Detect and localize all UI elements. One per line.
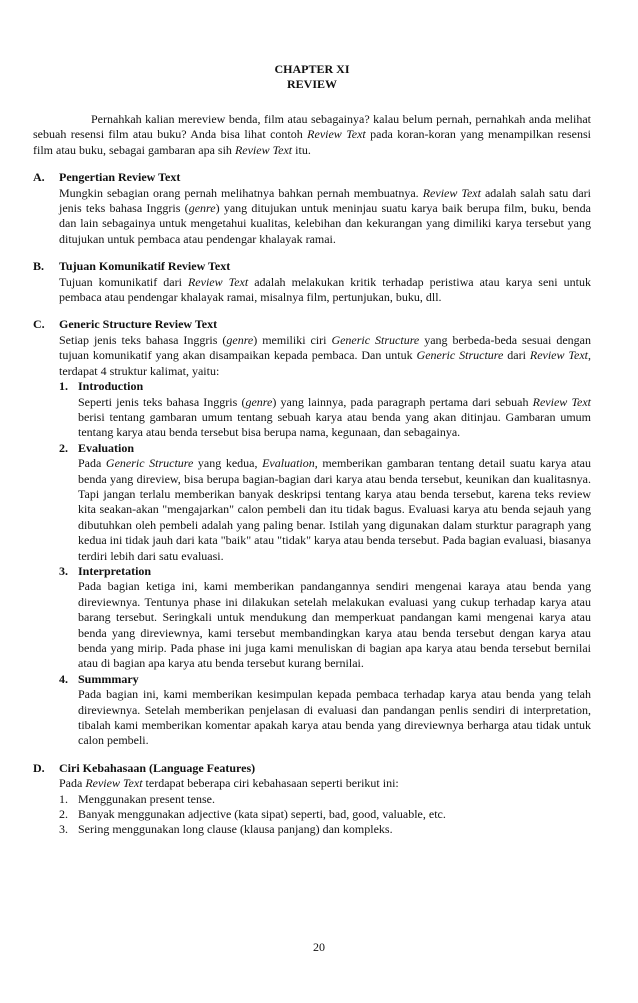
section-d-heading: D. Ciri Kebahasaan (Language Features)	[33, 760, 256, 775]
section-c	[33, 317, 591, 748]
section-c-heading: C. Generic Structure Review Text	[33, 317, 218, 332]
section-d	[33, 761, 591, 838]
list-item: 1. Menggunakan present tense.	[59, 791, 215, 806]
structure-item-title: Introduction	[78, 379, 144, 394]
page-number: 20	[313, 940, 325, 954]
structure-item-text: Pada Generic Structure yang kedua, Evaluation, memberikan gambaran tentang detail suatu karya atau benda yang direview, bisa berupa bagian-bagian dari karya atau benda tersebut, keunikan dan kualitasnya. Tapi jangan terlalu memberikan banyak deskripsi tentang karya atau benda tersebut, karena teks review kita seakan-akan "mengajarkan" calon pembeli dan itu tidak bagus. Evaluasi karya atu benda sejauh yang dibutuhkan oleh pembeli adalah yang paling benar. Istilah yang digunakan dalam sturktur paragraph yang kedua ini tidak jauh dari kata "baik" atau "tidak" karya atau benda tersebut. Pada bagian evaluasi, biasanya terdiri lebih dari satu evaluasi.	[78, 456, 592, 563]
section-b-heading: B. Tujuan Komunikatif Review Text	[33, 259, 231, 274]
structure-item-text: Pada bagian ketiga ini, kami memberikan pandangannya sendiri mengenai karaya atau benda yang direviewnya. Tentunya phase ini dilakukan setelah melakukan evaluasi yang cukup terhadap karya atau barang tersebut. Seringkali untuk mendukung dan memperkuat pandangan kami mengenai karya atau benda yang direviewnya, kami tersebut membandingkan karya atau benda tersebut dengan karya atau benda yang mirip. Pada phase ini juga kami menuliskan di bagian apa karya atau benda tersebut bernilai atau di bagian apa karya atu benda tersebut kurang bernilai.	[78, 579, 591, 671]
chapter-title: REVIEW	[286, 77, 337, 91]
structure-item-title: Interpretation	[78, 563, 152, 578]
section-b-paragraph: Tujuan komunikatif dari Review Text adalah melakukan kritik terhadap peristiwa atau karya seni untuk pembaca atau pendengar khalayak ramai, misalnya film, pertunjukan, buku, dll.	[59, 274, 591, 305]
list-item: 3. Sering menggunakan long clause (klausa panjang) dan kompleks.	[59, 822, 393, 837]
section-d-paragraph: Pada Review Text terdapat beberapa ciri kebahasaan seperti berikut ini:	[59, 776, 399, 791]
section-c-paragraph: Setiap jenis teks bahasa Inggris (genre) memiliki ciri Generic Structure yang berbeda-beda sesuai dengan tujuan komunikatif yang akan disampaikan kepada pembaca. Dan untuk Generic Structure dari Review Text, terdapat 4 struktur kalimat, yaitu:	[59, 332, 591, 378]
structure-item-summary: 4. Summmary Pada bagian ini, kami memberikan kesimpulan kepada pembaca terhadap karya atau benda yang telah direviewnya. Setelah memberikan penjelasan di evaluasi dan pandangan penlis sendiri di interpretation, tibalah kami memberikan komentar apakah karya atau benda yang direviewnya berharga atau tidak untuk calon pembeli.	[59, 671, 591, 748]
structure-item-title: Evaluation	[78, 440, 135, 455]
structure-item-title: Summmary	[78, 671, 139, 686]
section-a-heading: A. Pengertian Review Text	[33, 170, 181, 185]
structure-item-text: Pada bagian ini, kami memberikan kesimpulan kepada pembaca terhadap karya atau benda yang telah direviewnya. Setelah memberikan penjelasan di evaluasi dan pandangan penlis sendiri di interpretation, tibalah kami memberikan komentar apakah karya atau benda yang direviewnya berharga atau tidak untuk calon pembeli.	[78, 687, 591, 748]
list-item: 2. Banyak menggunakan adjective (kata sipat) seperti, bad, good, valuable, etc.	[59, 807, 446, 822]
structure-item-interpretation: 3. Interpretation Pada bagian ketiga ini, kami memberikan pandangannya sendiri mengenai karaya atau benda yang direviewnya. Tentunya phase ini dilakukan setelah melakukan evaluasi yang cukup terhadap karya atau barang tersebut. Seringkali untuk mendukung dan memperkuat pandangan kami mengenai karya atau benda yang direviewnya, kami tersebut membandingkan karya atau benda tersebut dengan karya atau benda yang mirip. Pada phase ini juga kami menuliskan di bagian apa karya atau benda tersebut bernilai atau di bagian apa karya atu benda tersebut kurang bernilai.	[59, 563, 591, 671]
structure-item-introduction: 1. Introduction Seperti jenis teks bahasa Inggris (genre) yang lainnya, pada paragraph pertama dari sebuah Review Text berisi tentang gambaran umum tentang sebuah karya atau benda yang akan ditinjau. Gambaran umum tentang karya atau benda tersebut bisa berupa nama, kegunaan, dan sebagainya.	[59, 379, 591, 440]
structure-item-text: Seperti jenis teks bahasa Inggris (genre) yang lainnya, pada paragraph pertama dari sebuah Review Text berisi tentang gambaran umum tentang sebuah karya atau benda yang akan ditinjau. Gambaran umum tentang karya atau benda tersebut bisa berupa nama, kegunaan, dan sebagainya.	[78, 394, 591, 440]
intro-paragraph: Pernahkah kalian mereview benda, film atau sebagainya? kalau belum pernah, pernahkah anda melihat sebuah resensi film atau buku? Anda bisa lihat contoh Review Text pada koran-koran yang menampilkan resensi film atau buku, sebagai gambaran apa sih Review Text itu.	[33, 112, 591, 157]
structure-item-evaluation: 2. Evaluation Pada Generic Structure yang kedua, Evaluation, memberikan gambaran tentang detail suatu karya atau benda yang direview, bisa berupa bagian-bagian dari karya atau benda tersebut, keunikan dan kualitasnya. Tapi jangan terlalu memberikan banyak deskripsi tentang karya atau benda tersebut, karena teks review kita seakan-akan "mengajarkan" calon pembeli dan itu tidak bagus. Evaluasi karya atu benda sejauh yang dibutuhkan oleh pembeli adalah yang paling benar. Istilah yang digunakan dalam sturktur paragraph yang kedua ini tidak jauh dari kata "baik" atau "tidak" karya atau benda tersebut. Pada bagian evaluasi, biasanya terdiri lebih dari satu evaluasi.	[59, 440, 592, 563]
section-a-paragraph: Mungkin sebagian orang pernah melihatnya bahkan pernah membuatnya. Review Text adalah salah satu dari jenis teks bahasa Inggris (genre) yang ditujukan untuk meninjau suatu karya baik berupa film, buku, benda dan lain sebagainya untuk mengetahui kualitas, kelebihan dan kekurangan yang dimiliki karya tersebut yang ditujukan untuk pembaca atau pendengar khalayak ramai.	[59, 185, 592, 246]
document-page	[33, 62, 591, 838]
section-b	[33, 259, 591, 305]
section-a	[33, 170, 591, 247]
chapter-label: CHAPTER XI	[274, 62, 350, 76]
